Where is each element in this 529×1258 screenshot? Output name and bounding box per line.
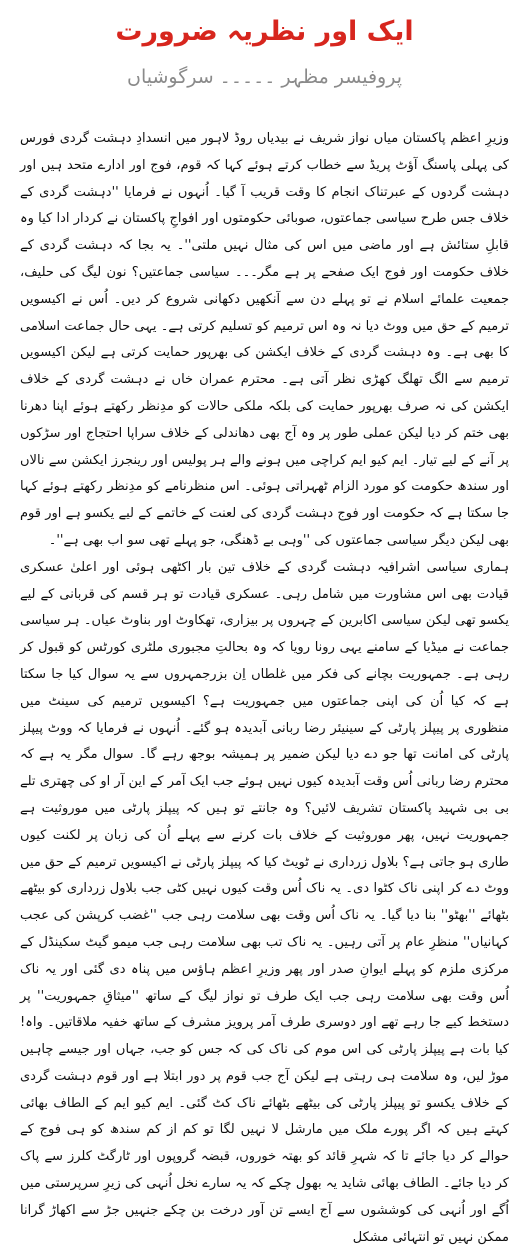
article-body [20, 126, 509, 1251]
article-paragraph-1: وزیرِ اعظم پاکستان میاں نواز شریف نے بیدیاں روڈ لاہور میں انسدادِ دہشت گردی فورس کی پہلی پاسنگ آؤٹ پریڈ سے خطاب کرتے ہوئے کہا کہ قوم، فوج اور ادارے متحد ہیں اور دہشت گردوں کے عبرتناک انجام کا وقت قریب آ گیا۔ اُنہوں نے فرمایا ''دہشت گردی کے خلاف جس طرح سیاسی جماعتوں، صوبائی حکومتوں اور افواجِ پاکستان نے کردار ادا کیا وہ قابلِ ستائش ہے اور ماضی میں اس کی مثال نہیں ملتی''۔ یہ بجا کہ دہشت گردی کے خلاف حکومت اور فوج ایک صفحے پر ہے مگر۔۔۔ سیاسی جماعتیں؟ نون لیگ کی حلیف، جمعیت علمائے اسلام نے تو پہلے دن سے آنکھیں دکھانی شروع کر دیں۔ اُس نے اکیسویں ترمیم کے حق میں ووٹ دیا نہ وہ اس ترمیم کو تسلیم کرتی ہے۔ یہی حال جماعت اسلامی کا بھی ہے۔ وہ دہشت گردی کے خلاف ایکشن کی بھرپور حمایت کرتی ہے لیکن اکیسویں ترمیم سے الگ تھلگ کھڑی نظر آتی ہے۔ محترم عمران خاں نے دہشت گردی کے خلاف ایکشن کی نہ صرف بھرپور حمایت کی بلکہ ملکی حالات کو مدِنظر رکھتے ہوئے اپنا دھرنا بھی ختم کر دیا لیکن عملی طور پر وہ آج بھی دھاندلی کے خلاف سراپا احتجاج اور سڑکوں پر آنے کے لیے تیار۔ ایم کیو ایم کراچی میں ہونے والے ہر پولیس اور رینجرز ایکشن سے نالاں اور سندھ حکومت کو مورد الزام ٹھہراتی ہوئی۔ اس منظرنامے کو مدِنظر رکھتے ہوئے کہا جا سکتا ہے کہ حکومت اور فوج دہشت گردی کی لعنت کے خاتمے کے لیے یکسو ہے اور قوم بھی لیکن دیگر سیاسی جماعتوں کی ''وہی بے ڈھنگی، جو پہلے تھی سو اب بھی ہے''۔ [20, 131, 509, 548]
article-headline: ایک اور نظریہ ضرورت [115, 16, 414, 47]
article-byline: پروفیسر مظہر ۔۔۔۔۔ سرگوشیاں [126, 66, 403, 88]
article-paragraph-2: ہماری سیاسی اشرافیہ دہشت گردی کے خلاف تین بار اکٹھی ہوئی اور اعلیٰ عسکری قیادت بھی اس مشاورت میں شامل رہی۔ عسکری قیادت تو ہر قسم کی قربانی کے لیے یکسو تھی لیکن سیاسی اکابرین کے چہروں پر بیزاری، تھکاوٹ اور بناوٹ عیاں۔ ہر سیاسی جماعت نے میڈیا کے سامنے یہی رونا رویا کہ وہ بحالتِ مجبوری ملٹری کورٹس کو قبول کر رہی ہے۔ جمہوریت بچانے کی فکر میں غلطاں اِن بزرجمہروں سے یہ سوال کیا جا سکتا ہے کہ کیا اُن کی اپنی جماعتوں میں جمہوریت ہے؟ اکیسویں ترمیم کی سینٹ میں منظوری پر پیپلز پارٹی کے سینیئر رضا ربانی آبدیدہ ہو گئے۔ اُنہوں نے فرمایا کہ ووٹ پیپلز پارٹی کی امانت تھا جو دے دیا لیکن ضمیر پر ہمیشہ بوجھ رہے گا۔ سوال مگر یہ ہے کہ محترم رضا ربانی اُس وقت آبدیدہ کیوں نہیں ہوئے جب ایک آمر کے این آر او کی چھتری تلے بی بی شہید پاکستان تشریف لائیں؟ وہ جانتے تو ہیں کہ پیپلز پارٹی میں موروثیت ہے جمہوریت نہیں، پھر موروثیت کے خلاف بات کرنے سے پہلے اُن کی زبان پر لکنت کیوں طاری ہو جاتی ہے؟ بلاول زرداری نے ٹویٹ کیا کہ پیپلز پارٹی نے اکیسویں ترمیم کے حق میں ووٹ دے کر اپنی ناک کٹوا دی۔ یہ ناک اُس وقت کیوں نہیں کٹی جب بلاول زرداری کو بیٹھے بٹھائے ''بھٹو'' بنا دیا گیا۔ یہ ناک اُس وقت بھی سلامت رہی جب ''غضب کرپشن کی عجب کہانیاں'' منظرِ عام پر آتی رہیں۔ یہ ناک تب بھی سلامت رہی جب میمو گیٹ سکینڈل کے مرکزی ملزم کو پہلے ایوانِ صدر اور پھر وزیرِ اعظم ہاؤس میں پناہ دی گئی اور یہ ناک اُس وقت بھی سلامت رہی جب ایک طرف تو نواز لیگ کے ساتھ ''میثاقِ جمہوریت'' پر دستخط کیے جا رہے تھے اور دوسری طرف آمر پرویز مشرف کے ساتھ خفیہ ملاقاتیں۔ واہ! کیا بات ہے پیپلز پارٹی کی اس موم کی ناک کی کہ جس کو جب، جہاں اور جیسے چاہیں موڑ لیں، وہ سلامت ہی رہتی ہے لیکن آج جب قوم پر دور ابتلا ہے اور قوم دہشت گردی کے خلاف یکسو تو پیپلز پارٹی کی بیٹھے بٹھائے ناک کٹ گئی۔ ایم کیو ایم کے الطاف بھائی کہتے ہیں کہ اگر پورے ملک میں مارشل لا نہیں لگا تو کم از کم سندھ کو ہی فوج کے حوالے کر دیا جائے تا کہ شہرِ قائد کو بھتہ خوروں، قبضہ گروپوں اور ٹارگٹ کلرز سے پاک کر دیا جائے۔ الطاف بھائی شاید یہ بھول چکے کہ یہ سارے نخل اُنہی کی زیرِ سرپرستی میں اُگے اور اُنہی کی کوششوں سے آج ایسے تن آور درخت بن چکے جنہیں جڑ سے اکھاڑ گرانا ممکن نہیں تو انتہائی مشکل [20, 559, 509, 1245]
